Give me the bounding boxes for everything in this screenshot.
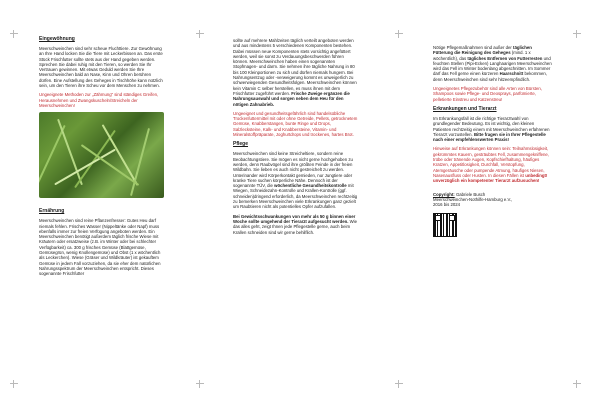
heading-pflege: Pflege (233, 141, 249, 148)
crop-mark-top-left (10, 30, 18, 38)
copyright-years: 2016 bis 2024 (433, 202, 460, 208)
crop-mark-bottom-left (10, 380, 18, 388)
praxis-hinweis: Bitte fragen sie in Ihrer Pflegestelle nach einer empfehlenswerten Praxis! (433, 131, 546, 143)
pflegemassnahmen-text: Nötige Pflegemaßnahmen sind außer der (433, 45, 512, 50)
frische-zweige-text: Frische Zweige ergänzen die Nahrungsauswahl und sorgen neben dem Heu für den nötigen Zahnabrieb. (233, 90, 350, 107)
futterreste-text: tägliches Entfernen von Futterresten (467, 55, 543, 61)
woechentlich-text: (mind. 1 x wöchentlich), das (433, 50, 531, 61)
gesundheitskontrolle-text: wöchentliche Gesundheitskontrolle (274, 183, 347, 189)
paragraph-pflege (233, 151, 358, 209)
warning-pflegezubehoer: Ungeeignetes Pflegezubehör sind alle Arten von Bürsten, Shampoos sowie Pflege- und Deosprays, parfümierte, pelletierte Einstreu und Katzenstreu! (433, 86, 542, 102)
gewicht-warning: Bei Gewichtsschwankungen von mehr als 50 g binnen einer Woche sollte umgehend der Tierarzt aufgesucht werden. (233, 213, 356, 224)
reinigung-text: täglichen Fütterung die Reinigung des Geheges (433, 45, 532, 56)
paragraph-tierarzt (433, 116, 553, 142)
symptome-text: Hinweise auf Erkrankungen können sein: Teilnahmslosigkeit, gekrümmtes Kauern, gesträubtes Fell, zusammengekniffene, trübe oder tränende Augen, Kopfschiefhaltung, häufiges Kratzen, Appetitlosigkeit, Durchfall, Verstopfung, Atemgeräusche oder pumpende Atmung, häufiges Niesen, Nasenausfluss oder Husten. In diesen Fällen ist (433, 146, 549, 178)
crop-mark-top-right (573, 30, 581, 38)
hilfe-text: Wie das alles geht, zeigt Ihnen jede Pflegestelle gerne, auch beim Krallen schneiden sind wir gerne behilflich. (233, 218, 358, 235)
tierarzt-aufsuchen-text: unbedingt! unverzüglich ein kompetenter Tierarzt aufzusuchen! (433, 172, 548, 184)
copyright-label: Copyright: (433, 191, 455, 197)
heading-eingewoehnung: Eingewöhnung (39, 36, 75, 42)
copyright-block (433, 192, 553, 208)
qr-code-icon (433, 213, 457, 237)
heading-erkrankungen: Erkrankungen und Tierarzt (433, 105, 497, 112)
crop-mark-top-center-right (395, 30, 403, 38)
hitze-text: bekommen, denn Meerschweinchen sind sehr hitzeempfindlich. (433, 71, 547, 82)
column-right (433, 45, 553, 237)
paragraph-ernaehrung: Meerschweinchen sind reine Pflanzenfresser: Gutes Heu darf niemals fehlen. Frisches Wasser (Nippeltänke oder Napf) muss ebenfalls immer zur freien Verfügung angeboten werden. Ein Meerschweinchen benötigt außerdem täglich frische Wiese mit Kräutern oder ersatzweise (z.B. im Winter oder bei schlechter Verfügbarkeit) ca. 300 g frisches Gemüse (Blattgemüse, Gemüsegrün, wenig Knollengemüse) und Obst (1 x wöchentlich als Leckerchen). Wiese (Gräser und Wildkräuter) ist gekauftem Gemüse in jedem Fall vorzuziehen, da sie eher dem natürlichen Nahrungsspektrum der Meerschweinchen entspricht. Dieses sogenannte Frischfutter (39, 218, 161, 277)
pflege-text-rest: mit Wiegen, Schneidezahn-Kontrolle und Krallen-Kontrolle (ggf. schneiden)dringend erforderlich, da Meerschweinchen rechtzeitig zu bemerken Meerschweinchen viele Erkrankungen ganz gezielt um Raubtieren nicht als potentielles Opfer aufzufallen. (233, 183, 358, 210)
guinea-pig-grass-photo (39, 112, 164, 198)
tierarzt-text: Im Erkrankungsfall ist die richtige Tierarztwahl von grundlegender Bedeutung. Es ist wichtig, den kleinen Patienten rechtzeitig einem mit Meerschweinchen erfahrenen Tierarzt vorzustellen. (433, 115, 550, 137)
pflege-text: Meerschweinchen sind keine Streicheltiere, sondern reine Beobachtungstiere. Sie mögen es nicht gerne hochgehoben zu werden, denn Raubvögel sind ihre größten Feinde in der freien Wildbahn. Sie lieben es auch nicht gestreichelt zu werden. Unterinander wird Körperkontakt gemieden, nur Jungtiere oder kranke Tiere suchen körperliche Nähe. Dennoch ist der sogenannte TÜV, die (233, 151, 353, 189)
crop-mark-top-center-left (196, 30, 204, 38)
warning-trockenfutter: Ungeeignet und gesundheitsgefährlich sind handelsübliche Trockenfuttermittel mit oder ohne Getreide, Pellets, getrocknetem Gemüse, Knabberstangen, bunte Ringe und Drops, Salzlecksteine, Kalk- und Knabbersteine, Vitamin- und Mineralstoffpräparate, Joghurtdrops und trockenes, hartes Brot. (233, 110, 358, 138)
crop-mark-bottom-right (573, 380, 581, 388)
paragraph-frischfutter (233, 38, 358, 107)
organization-name: Meerschweinchen-Nothilfe-Hamburg e.V., (433, 196, 513, 202)
paragraph-pflegemassnahmen (433, 45, 553, 82)
fell-text: und feuchten Stellen (Pipi-Ecken) Langhaarigen Meerschweinchen wird das Fell im Winter bodenlang abgeschnitten. Im Sommer darf das Fell gerne einen kürzeren (433, 55, 552, 77)
warning-symptome (433, 146, 553, 183)
column-left (39, 36, 164, 281)
crop-mark-bottom-center-left (196, 380, 204, 388)
paragraph-gewicht (233, 214, 358, 235)
haarschnitt-text: Haarschnitt (499, 71, 524, 77)
frischfutter-text: sollte auf mehrere Mahlzeiten täglich verteilt angeboten werden und aus mindestens 5 verschiedenen Komponenten bestehen. Dabei müssen neue Komponenten stets vorsichtig angefüttert werden, weil sie sonst zu Verdauungsbeschwerden führen können. Meerschweinchen haben einen sogenannten Stopfmagen- und darm. Sie nehmen ihre tägliche Nahrung in 80 bis 100 Kleinportionen zu sich und dürfen niemals hungern. Bei Nahrungsentzug oder -verweigerung kommt es unweigerlich zu schwerwiegenden Gesundheitsfolgen. Meerschweinchen können kein Vitamin C selber herstellen, es muss ihnen mit dem Frischfutter zugeführt werden. (233, 38, 357, 96)
heading-ernaehrung: Ernährung (39, 208, 65, 215)
warning-zaehmung: Ungeeignete Methoden zur „Zähmung“ sind ständiges Greifen, Herausnehmen und Zwangskuscheln/Streicheln der Meerschweinchen! (39, 92, 159, 108)
paragraph-eingewoehnung: Meerschweinchen sind sehr scheue Fluchttiere. Zur Gewöhnung an Ihre Hand locken Sie die Tiere mit Leckerbissen an. Das erste Stück Frischfutter sollte stets aus der Hand gegeben werden. Sprechen Sie dabei ruhig mit den Tieren, so werden Sie Ihr Vertrauen gewinnen. Mit etwas Geduld werden Sie Ihre Meerschweinchen bald an Nase, Kinn und Ohren berühren dürfen. Eine Aufstellung des Geheges in Tischhöhe kann nützlich sein, um den Tieren ihre Scheu vor dem Menschen zu nehmen. (39, 46, 163, 89)
crop-mark-bottom-center-right (395, 380, 403, 388)
column-middle (233, 38, 358, 239)
copyright-name: Gabriele Busch (455, 191, 486, 197)
